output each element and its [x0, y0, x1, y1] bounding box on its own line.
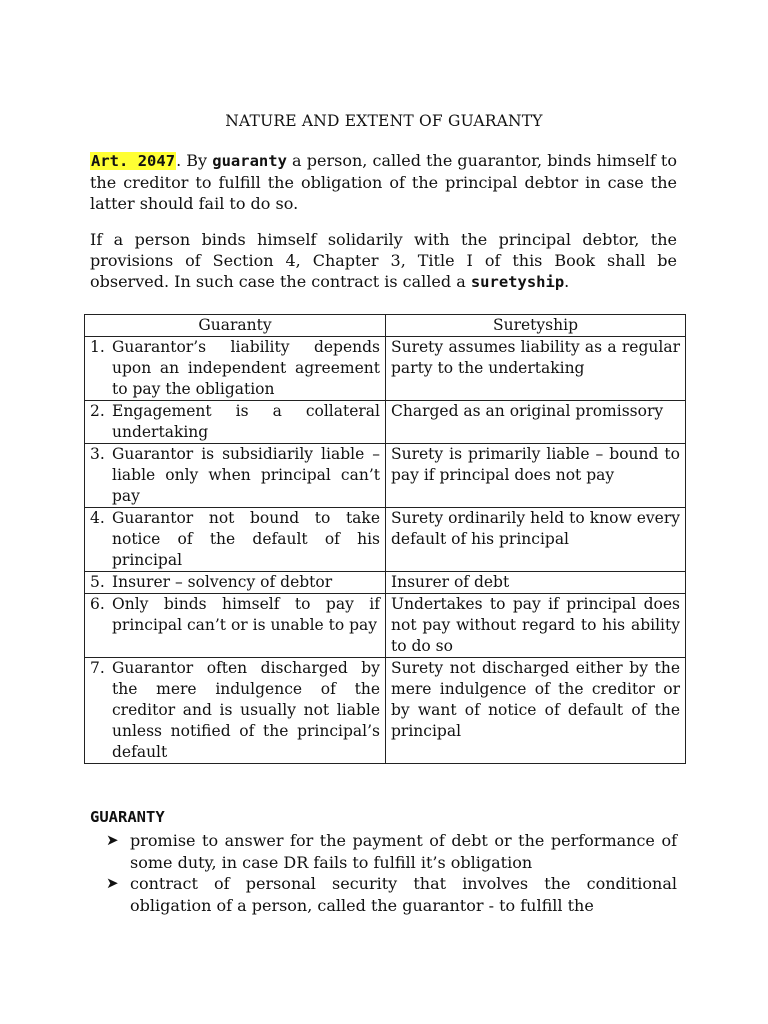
arrow-bullet-icon: ➤	[106, 831, 119, 849]
suretyship-text-a: If a person binds himself solidarily with the principal debtor, the provisions of Section 4, Chapter 3, Title I of this Book shall be observed. In such case the contract is called a	[90, 230, 677, 291]
bullet-text: contract of personal security that involves the conditional obligation of a person, called the guarantor - to fulfill the	[130, 874, 677, 915]
article-number-highlight: Art. 2047	[91, 152, 176, 170]
row-number: 7.	[90, 659, 105, 677]
section-heading-guaranty: GUARANTY	[90, 808, 165, 826]
row-number: 2.	[90, 402, 105, 420]
table-header-row	[85, 315, 686, 337]
guaranty-cell	[85, 572, 386, 594]
article-text-b: a person, called the guarantor, binds himself to the creditor to fulfill the obligation of the principal debtor in case the latter should fail to do so.	[90, 151, 677, 213]
guaranty-cell	[85, 444, 386, 508]
guaranty-text: Engagement is a collateral undertaking	[112, 402, 380, 441]
guaranty-cell	[85, 658, 386, 764]
guaranty-cell	[85, 594, 386, 658]
table-row	[85, 337, 686, 401]
guaranty-cell	[85, 337, 386, 401]
guaranty-text: Guarantor not bound to take notice of the default of his principal	[112, 509, 380, 569]
guaranty-text: Guarantor is subsidiarily liable – liable only when principal can’t pay	[112, 445, 380, 505]
guaranty-bullet-list	[106, 830, 677, 916]
guaranty-cell	[85, 508, 386, 572]
row-number: 1.	[90, 338, 105, 356]
guaranty-cell	[85, 401, 386, 444]
list-item	[106, 873, 677, 916]
suretyship-cell: Charged as an original promissory	[386, 401, 686, 444]
suretyship-paragraph	[90, 229, 677, 293]
suretyship-cell: Undertakes to pay if principal does not pay without regard to his ability to do so	[386, 594, 686, 658]
table-row	[85, 401, 686, 444]
row-number: 4.	[90, 509, 105, 527]
arrow-bullet-icon: ➤	[106, 874, 119, 892]
table-row	[85, 508, 686, 572]
term-guaranty: guaranty	[212, 152, 287, 170]
row-number: 3.	[90, 445, 105, 463]
suretyship-cell: Surety not discharged either by the mere indulgence of the creditor or by want of notice of default of the principal	[386, 658, 686, 764]
suretyship-cell: Surety ordinarily held to know every default of his principal	[386, 508, 686, 572]
table-row	[85, 594, 686, 658]
article-paragraph	[90, 150, 677, 214]
list-item	[106, 830, 677, 873]
suretyship-cell: Surety is primarily liable – bound to pay if principal does not pay	[386, 444, 686, 508]
guaranty-text: Guarantor’s liability depends upon an independent agreement to pay the obligation	[112, 338, 380, 398]
article-text-a: . By	[176, 151, 213, 170]
table-row	[85, 572, 686, 594]
guaranty-text: Only binds himself to pay if principal can’t or is unable to pay	[112, 595, 380, 634]
column-header-guaranty: Guaranty	[85, 315, 386, 337]
row-number: 5.	[90, 573, 105, 591]
table-row	[85, 658, 686, 764]
term-suretyship: suretyship	[470, 273, 565, 291]
column-header-suretyship: Suretyship	[386, 315, 686, 337]
suretyship-cell: Insurer of debt	[386, 572, 686, 594]
guaranty-text: Guarantor often discharged by the mere indulgence of the creditor and is usually not liable unless notified of the principal’s default	[112, 659, 380, 761]
suretyship-text-b: .	[564, 272, 570, 291]
guaranty-text: Insurer – solvency of debtor	[112, 573, 333, 591]
page-title: NATURE AND EXTENT OF GUARANTY	[225, 112, 543, 130]
suretyship-cell: Surety assumes liability as a regular party to the undertaking	[386, 337, 686, 401]
bullet-text: promise to answer for the payment of debt or the performance of some duty, in case DR fails to fulfill it’s obligation	[130, 831, 677, 872]
table-row	[85, 444, 686, 508]
comparison-table	[84, 314, 686, 764]
row-number: 6.	[90, 595, 105, 613]
